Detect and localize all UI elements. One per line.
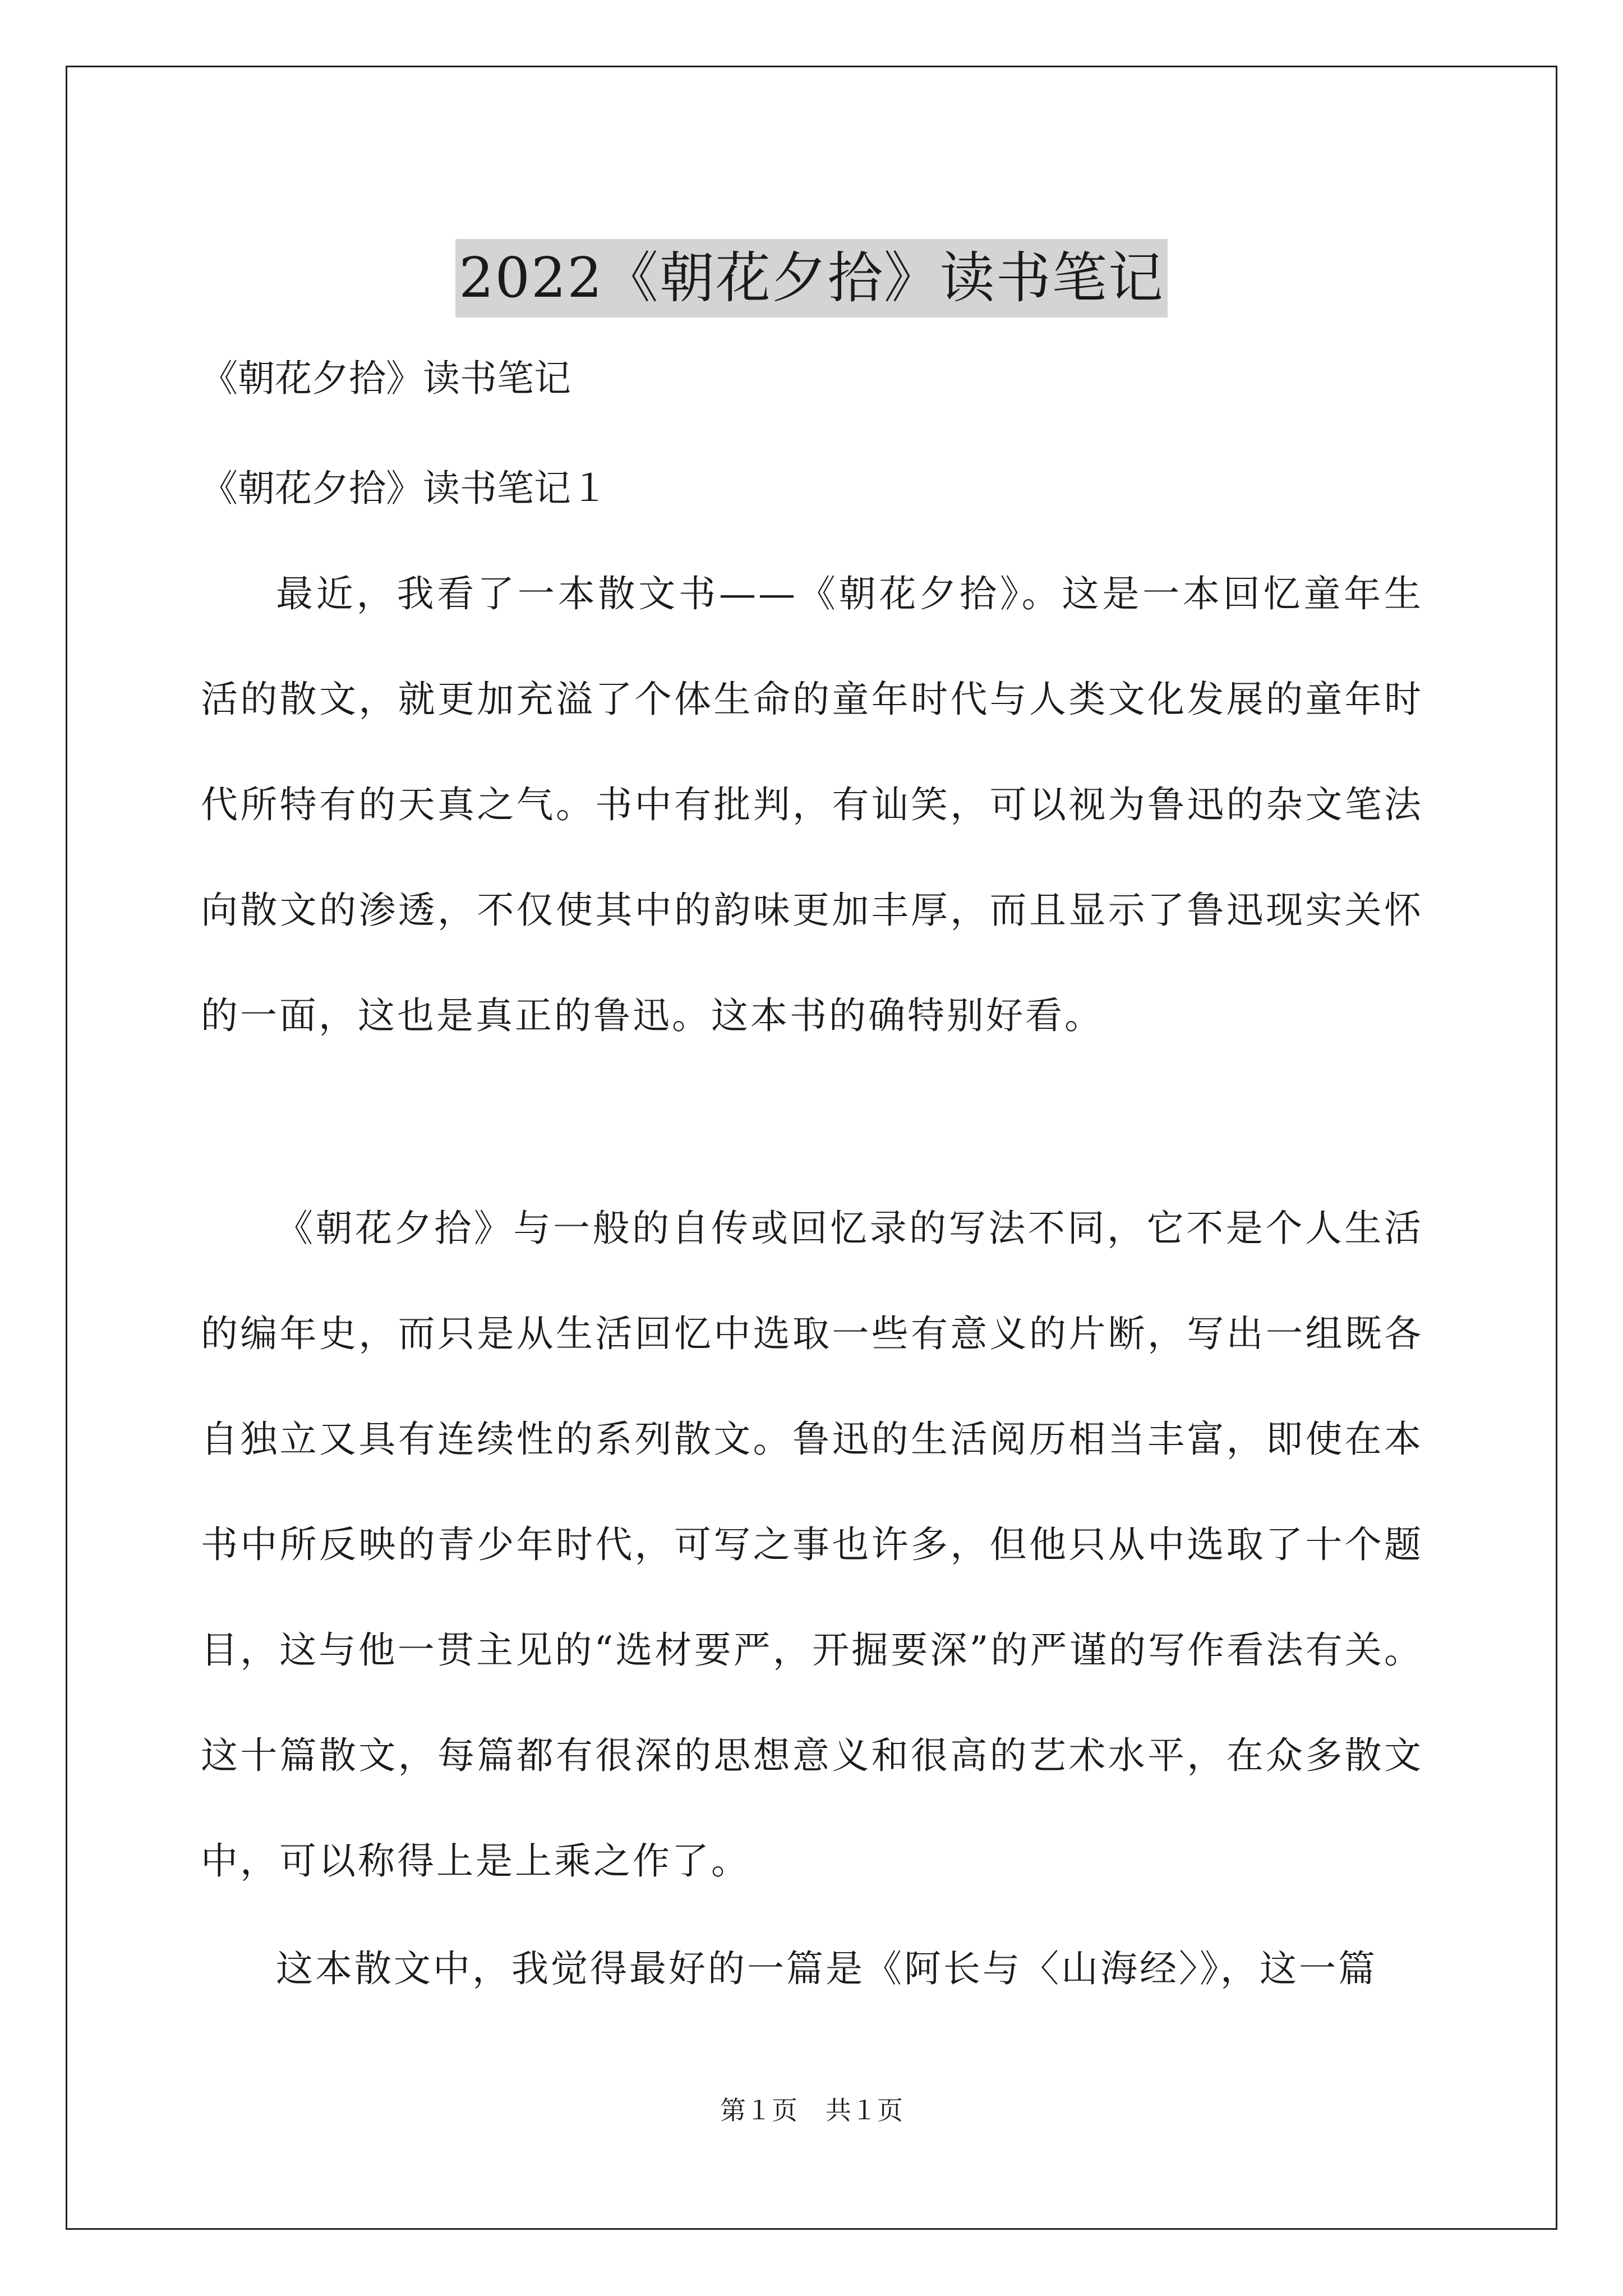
page-number-current: 第１页 bbox=[720, 2095, 797, 2125]
section-heading: 《朝花夕拾》读书笔记１ bbox=[201, 467, 608, 510]
paragraph-2: 《朝花夕拾》与一般的自传或回忆录的写法不同，它不是个人生活的编年史，而只是从生活回忆中选取一些有意义的片断，写出一组既各自独立又具有连续性的系列散文。鲁迅的生活阅历相当丰富，即使在本书中所反映的青少年时代，可写之事也许多，但他只从中选取了十个题目，这与他一贯主见的“选材要严，开掘要深”的严谨的写作看法有关。这十篇散文，每篇都有很深的思想意义和很高的艺术水平，在众多散文中，可以称得上是上乘之作了。 bbox=[201, 1207, 1423, 1883]
paragraph-3: 这本散文中，我觉得最好的一篇是《阿长与〈山海经〉》，这一篇 bbox=[276, 1947, 1377, 1990]
document-subtitle: 《朝花夕拾》读书笔记 bbox=[201, 357, 571, 400]
paragraph-1: 最近，我看了一本散文书——《朝花夕拾》。这是一本回忆童年生活的散文，就更加充溢了个体生命的童年时代与人类文化发展的童年时代所特有的天真之气。书中有批判，有讪笑，可以视为鲁迅的杂文笔法向散文的渗透，不仅使其中的韵味更加丰厚，而且显示了鲁迅现实关怀的一面，这也是真正的鲁迅。这本书的确特别好看。 bbox=[201, 572, 1423, 1037]
page-footer bbox=[0, 2093, 1623, 2127]
document-title: 2022《朝花夕拾》读书笔记 bbox=[455, 239, 1167, 318]
title-container bbox=[0, 202, 1623, 354]
page-number-total: 共１页 bbox=[826, 2095, 903, 2125]
